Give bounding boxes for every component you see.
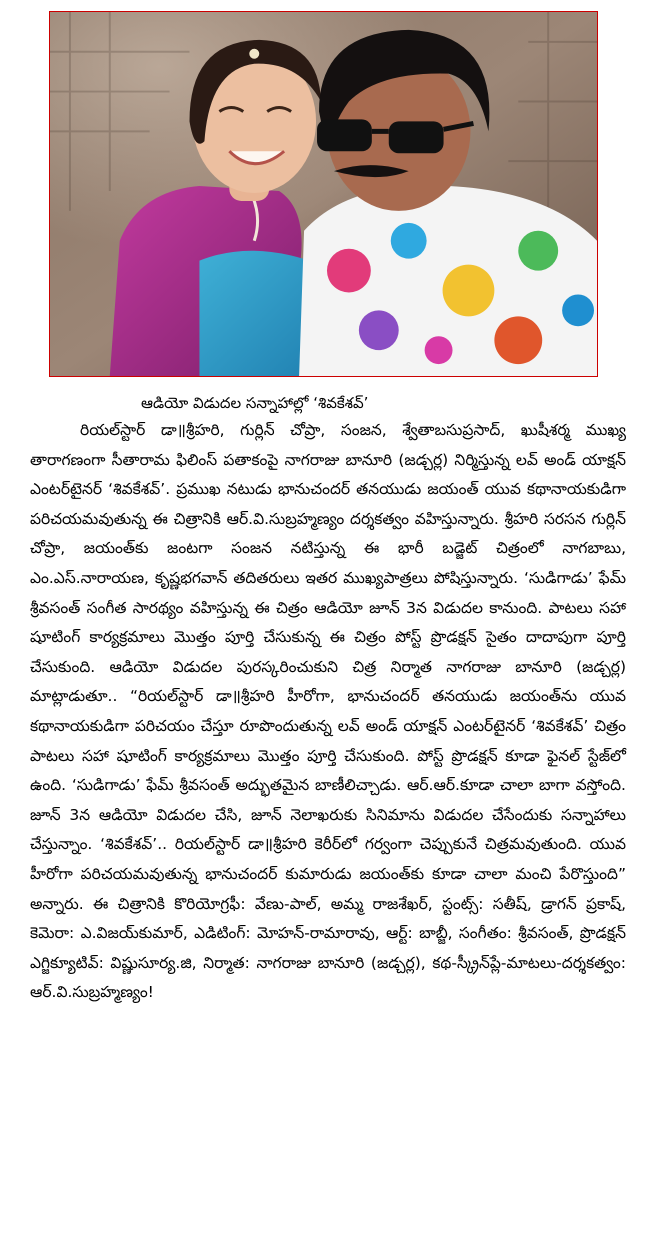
article-photo [49, 11, 598, 377]
article-headline: ఆడియో విడుదల సన్నాహాల్లో ‘శివకేశవ్’ [141, 394, 369, 412]
photo-illustration [50, 12, 597, 376]
article-body: రియల్‌స్టార్ డా॥శ్రీహరి, గుర్లిన్ చోప్రా, సంజన, శ్వేతాబసుప్రసాద్, ఖుషీశర్మ ముఖ్య తారాగణంగా సీతారామ ఫిలింస్ పతాకంపై నాగరాజు బానూరి (జడ్చర్ల) నిర్మిస్తున్న లవ్ అండ్ యాక్షన్ ఎంటర్‌టైనర్ ‘శివకేశవ్’. ప్రముఖ నటుడు భానుచందర్ తనయుడు జయంత్ యువ కథానాయకుడిగా పరిచయమవుతున్న ఈ చిత్రానికి ఆర్.వి.సుబ్రహ్మణ్యం దర్శకత్వం వహిస్తున్నారు. శ్రీహరి సరసన గుర్లిన్ చోప్రా, జయంత్‌కు జంటగా సంజన నటిస్తున్న ఈ భారీ బడ్జెట్ చిత్రంలో నాగబాబు, ఎం.ఎస్.నారాయణ, కృష్ణభగవాన్ తదితరులు ఇతర ముఖ్యపాత్రలు పోషిస్తున్నారు. ‘సుడిగాడు’ ఫేమ్ శ్రీవసంత్ సంగీత సారథ్యం వహిస్తున్న ఈ చిత్రం ఆడియో జూన్ 3న విడుదల కానుంది. పాటలు సహా షూటింగ్ కార్యక్రమాలు మొత్తం పూర్తి చేసుకున్న ఈ చిత్రం పోస్ట్ ప్రొడక్షన్ సైతం దాదాపుగా పూర్తి చేసుకుంది. ఆడియో విడుదల పురస్కరించుకుని చిత్ర నిర్మాత నాగరాజు బానూరి (జడ్చర్ల) మాట్లాడుతూ.. “రియల్‌స్టార్ డా॥శ్రీహరి హీరోగా, భానుచందర్ తనయుడు జయంత్‌ను యువ కథానాయకుడిగా పరిచయం చేస్తూ రూపొందుతున్న లవ్ అండ్ యాక్షన్ ఎంటర్‌టైనర్ ‘శివకేశవ్’ చిత్రం పాటలు సహా షూటింగ్ కార్యక్రమాలు మొత్తం పూర్తి చేసుకుంది. పోస్ట్ ప్రొడక్షన్ కూడా ఫైనల్ స్టేజ్‌లో ఉంది. ‘సుడిగాడు’ ఫేమ్ శ్రీవసంత్ అద్భుతమైన బాణీలిచ్చాడు. ఆర్.ఆర్.కూడా చాలా బాగా వస్తోంది. జూన్ 3న ఆడియో విడుదల చేసి, జూన్ నెలాఖరుకు సినిమాను విడుదల చేసేందుకు సన్నాహాలు చేస్తున్నాం. ‘శివకేశవ్’.. రియల్‌స్టార్ డా॥శ్రీహరి కెరీర్‌లో గర్వంగా చెప్పుకునే చిత్రమవుతుంది. యువ హీరోగా పరిచయమవుతున్న భానుచందర్ కుమారుడు జయంత్‌కు కూడా చాలా మంచి పేరొస్తుంది” అన్నారు. ఈ చిత్రానికి కొరియోగ్రఫీ: వేణు-పాల్, అమ్మ రాజశేఖర్, స్టంట్స్: సతీష్, డ్రాగన్ ప్రకాష్, కెమెరా: ఎ.విజయ్‌కుమార్, ఎడిటింగ్: మోహన్-రామారావు, ఆర్ట్: బాబ్జీ, సంగీతం: శ్రీవసంత్, ప్రొడక్షన్ ఎగ్జిక్యూటివ్: విష్ణుసూర్య.జి, నిర్మాత: నాగరాజు బానూరి (జడ్చర్ల), కథ-స్క్రీన్‌ప్లే-మాటలు-దర్శకత్వం: ఆర్.వి.సుబ్రహ్మణ్యం! [30, 421, 626, 1002]
